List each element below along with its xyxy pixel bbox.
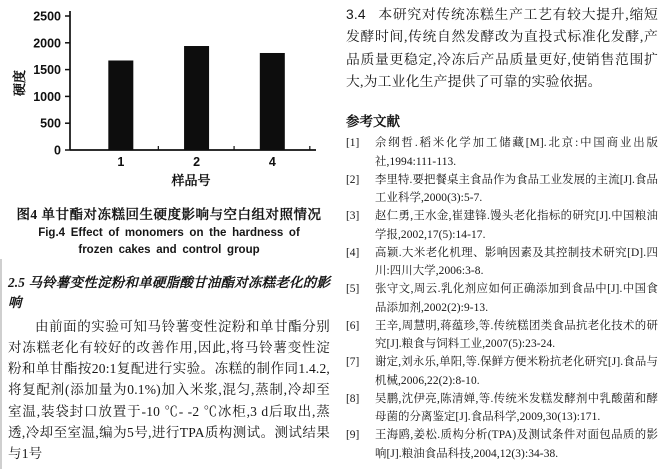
svg-text:4: 4	[268, 155, 276, 169]
svg-text:1: 1	[117, 155, 125, 169]
reference-text: 高颖.大米老化机理、影响因素及其控制技术研究[D].四川:四川大学,2006:3-8.	[375, 246, 658, 278]
reference-index: [8]	[346, 392, 360, 405]
reference-index: [9]	[346, 429, 360, 442]
reference-text: 张守文,周云.乳化剂应如何正确添加到食品中[J].中国食品添加剂,2002(2):9-13.	[375, 283, 658, 314]
svg-text:1500: 1500	[33, 63, 61, 78]
reference-item	[346, 317, 658, 354]
references-heading: 参考文献	[346, 114, 400, 130]
figure-4-chart	[8, 4, 326, 197]
svg-text:2500: 2500	[33, 9, 61, 24]
reference-text: 谢定,刘永乐,单阳,等.保鲜方便米粉抗老化研究[J].食品与机械,2006,22(2):8-10.	[375, 356, 658, 387]
right-column	[346, 2, 658, 469]
reference-text: 吴鹏,沈伊亮,陈清婵,等.传统米发糕发酵剂中乳酸菌和酵母菌的分离鉴定[J].食品科学,2009,30(13):171.	[375, 392, 658, 424]
reference-index: [4]	[346, 246, 360, 259]
reference-item	[346, 207, 658, 244]
reference-index: [2]	[346, 173, 360, 186]
section-3-4-paragraph	[346, 4, 658, 93]
svg-text:500: 500	[40, 116, 61, 131]
scan-edge-artifact	[0, 259, 2, 469]
reference-item	[346, 353, 658, 390]
hardness-bar-chart	[8, 4, 326, 197]
reference-index: [6]	[346, 319, 360, 332]
section-2-5-heading: 2.5 马铃薯变性淀粉和单硬脂酸甘油酯对冻糕老化的影响	[8, 274, 330, 311]
reference-index: [3]	[346, 210, 360, 223]
reference-text: 王辛,周慧明,蒋蕴珍,等.传统糕团类食品抗老化技术的研究[J].粮食与饲料工业,2007(5):23-24.	[375, 319, 658, 351]
reference-item	[346, 171, 658, 208]
figure-caption-en: Fig.4 Effect of monomers on the hardness of frozen cakes and control group	[38, 227, 300, 257]
reference-item	[346, 390, 658, 427]
section-3-4-text: 本研究对传统冻糕生产工艺有较大提升,缩短发酵时间,传统自然发酵改为直投式标准化发酵,产品质量更稳定,冷冻后产品质量更好,使销售范围扩大,为工业化生产提供了可靠的实验依据。	[346, 7, 658, 90]
reference-text: 赵仁勇,王水金,崔建锋.馒头老化指标的研究[J].中国粮油学报,2002,17(5):14-17.	[375, 210, 658, 241]
svg-text:2000: 2000	[33, 36, 61, 51]
reference-item	[346, 426, 658, 463]
section-3-4-number: 3.4	[346, 7, 366, 22]
reference-index: [1]	[346, 137, 360, 150]
section-2-5-paragraph: 由前面的实验可知马铃薯变性淀粉和单甘酯分别对冻糕老化有较好的改善作用,因此,将马铃薯变性淀粉和单甘酯按20:1复配进行实验。冻糕的制作同1.4.2,将复配剂(添加量为0.1%)加入米浆,混匀,蒸制,冷却至室温,装袋封口放置于-10 ℃- -2 ℃冰柜,3 d后取出,蒸透,冷却至室温,编为5号,进行TPA质构测试。测试结果与1号	[8, 319, 330, 461]
figure-caption-cn: 图4 单甘酯对冻糕回生硬度影响与空白组对照情况	[16, 207, 322, 222]
reference-text: 佘纲哲.稻米化学加工储藏[M].北京:中国商业出版社,1994:111-113.	[375, 137, 658, 168]
reference-item	[346, 280, 658, 317]
reference-text: 李里特.要把餐桌主食品作为食品工业发展的主流[J].食品工业科学,2000(3):5-7.	[375, 173, 658, 205]
reference-item	[346, 134, 658, 171]
reference-index: [5]	[346, 283, 360, 296]
svg-text:1000: 1000	[33, 89, 61, 104]
reference-item	[346, 244, 658, 281]
svg-text:硬度: 硬度	[13, 69, 28, 97]
svg-text:2: 2	[193, 155, 201, 169]
left-column	[8, 2, 330, 469]
reference-list	[346, 134, 658, 463]
reference-index: [7]	[346, 356, 360, 369]
svg-text:样品号: 样品号	[171, 174, 211, 189]
reference-text: 王海鸥,姜松.质构分析(TPA)及测试条件对面包品质的影响[J].粮油食品科技,2004,12(3):34-38.	[375, 429, 658, 460]
svg-text:0: 0	[54, 143, 61, 158]
